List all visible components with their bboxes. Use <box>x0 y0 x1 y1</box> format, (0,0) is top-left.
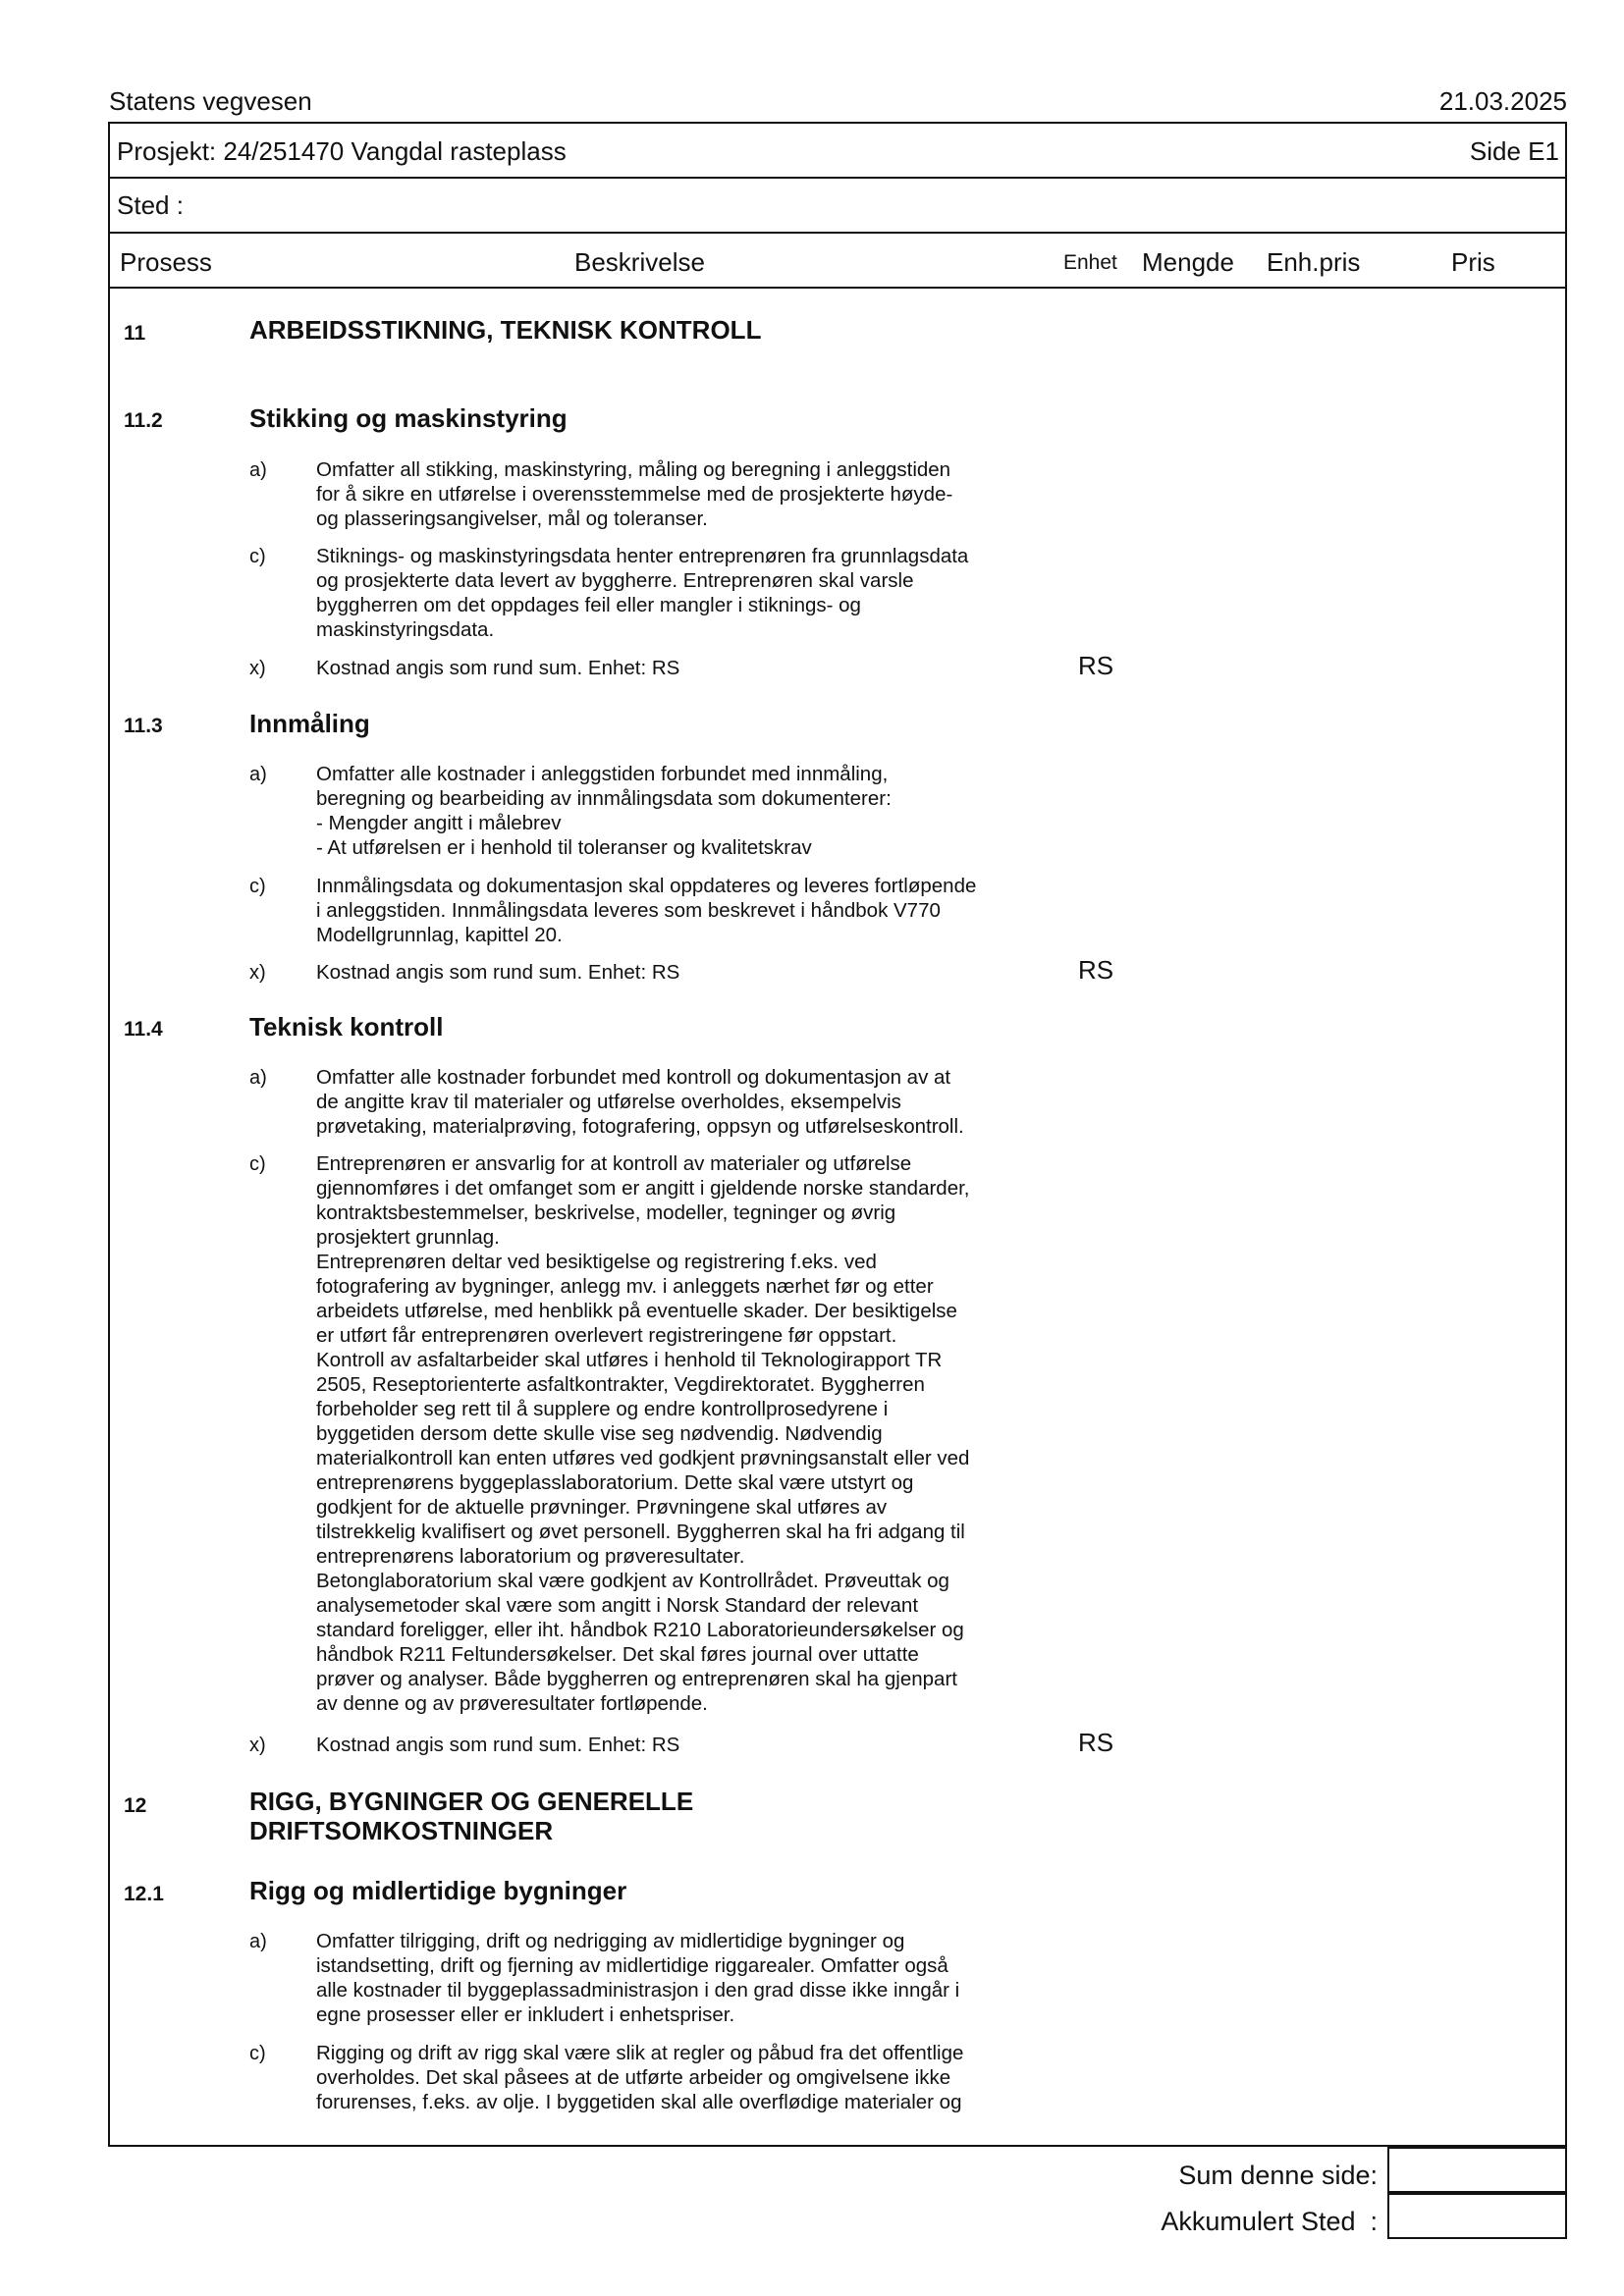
sted-label: Sted : <box>117 190 184 220</box>
process-code: 11.4 <box>124 1018 163 1041</box>
column-header-enhet: Enhet <box>1063 251 1117 274</box>
unit-value: RS <box>1078 1728 1114 1757</box>
item-letter: a) <box>249 459 267 481</box>
sum-page-field[interactable] <box>1387 2147 1567 2193</box>
process-code: 11.2 <box>124 409 163 432</box>
item-letter: c) <box>249 546 266 567</box>
section-title: Teknisk kontroll <box>249 1012 444 1041</box>
section-title: Stikking og maskinstyring <box>249 403 568 433</box>
process-code: 11.3 <box>124 715 163 737</box>
project-title: Prosjekt: 24/251470 Vangdal rasteplass <box>117 136 567 166</box>
item-letter: x) <box>249 1735 266 1756</box>
process-code: 12.1 <box>124 1883 164 1905</box>
item-letter: a) <box>249 764 267 785</box>
divider <box>108 177 1567 179</box>
column-header-mengde: Mengde <box>1142 247 1234 277</box>
unit-value: RS <box>1078 651 1114 680</box>
section-title: Rigg og midlertidige bygninger <box>249 1876 627 1905</box>
section-title: Innmåling <box>249 709 370 738</box>
item-letter: a) <box>249 1931 267 1952</box>
sum-page-label: Sum denne side: <box>1178 2161 1378 2190</box>
column-header-beskrivelse: Beskrivelse <box>574 247 705 277</box>
item-letter: c) <box>249 2043 266 2064</box>
item-letter: x) <box>249 962 266 984</box>
divider <box>108 232 1567 234</box>
item-letter: c) <box>249 876 266 897</box>
item-letter: x) <box>249 658 266 679</box>
divider <box>108 287 1567 289</box>
item-description: Omfatter tilrigging, drift og nedrigging av midlertidige bygninger og istandsetting, drift og fjerning av midlertidige riggarealer. Omfatter også alle kostnader til byggeplassadministrasjon i den grad disse ikke inngår i egne prosesser eller er inkludert i enhetspriser. <box>316 1930 960 2026</box>
section-title: RIGG, BYGNINGER OG GENERELLE DRIFTSOMKOSTNINGER <box>249 1787 694 1845</box>
item-description: Kostnad angis som rund sum. Enhet: RS <box>316 657 680 679</box>
item-description: Innmålingsdata og dokumentasjon skal oppdateres og leveres fortløpende i anleggstiden. Innmålingsdata leveres som beskrevet i håndbok V770 Modellgrunnlag, kapittel 20. <box>316 875 977 946</box>
item-letter: a) <box>249 1067 267 1089</box>
section-title: ARBEIDSSTIKNING, TEKNISK KONTROLL <box>249 315 762 345</box>
accumulated-label: Akkumulert Sted : <box>1161 2207 1378 2236</box>
organization-name: Statens vegvesen <box>109 86 312 116</box>
page-number: Side E1 <box>1469 136 1559 166</box>
unit-value: RS <box>1078 955 1114 985</box>
item-description: Omfatter alle kostnader i anleggstiden forbundet med innmåling, beregning og bearbeiding av innmålingsdata som dokumenterer: - Mengder angitt i målebrev - At utførelsen er i henhold til toleranser og kvalitetskrav <box>316 763 892 859</box>
column-header-prosess: Prosess <box>120 247 212 277</box>
item-description: Kostnad angis som rund sum. Enhet: RS <box>316 961 680 984</box>
column-header-pris: Pris <box>1451 247 1495 277</box>
item-description: Kostnad angis som rund sum. Enhet: RS <box>316 1734 680 1756</box>
accumulated-field[interactable] <box>1387 2193 1567 2239</box>
item-description: Omfatter all stikking, maskinstyring, måling og beregning i anleggstiden for å sikre en utførelse i overensstemmelse med de prosjekterte høyde- og plasseringsangivelser, mål og toleranser. <box>316 458 953 530</box>
item-description: Entreprenøren er ansvarlig for at kontroll av materialer og utførelse gjennomføres i det omfanget som er angitt i gjeldende norske standarder, kontraktsbestemmelser, beskrivelse, modeller, tegninger og øvrig prosjektert grunnlag. Entreprenøren deltar ved besiktigelse og registrering f.eks. ved fotografering av bygninger, anlegg mv. i anleggets nærhet før og etter arbeidets utførelse, med henblikk på eventuelle skader. Der besiktigelse er utført får entreprenøren overlevert registreringene før oppstart. Kontroll av asfaltarbeider skal utføres i henhold til Teknologirapport TR 2505, Reseptorienterte asfaltkontrakter, Vegdirektoratet. Byggherren forbeholder seg rett til å supplere og endre kontrollprosedyrene i byggetiden dersom dette skulle vise seg nødvendig. Nødvendig materialkontroll kan enten utføres ved godkjent prøvningsanstalt eller ved entreprenørens byggeplasslaboratorium. Dette skal være utstyrt og godkjent for de aktuelle prøvninger. Prøvningene skal utføres av tilstrekkelig kvalifisert og øvet personell. Byggherren skal ha fri adgang til entreprenørens laboratorium og prøveresultater. Betonglaboratorium skal være godkjent av Kontrollrådet. Prøveuttak og analysemetoder skal være som angitt i Norsk Standard der relevant standard foreligger, eller iht. håndbok R210 Laboratorieundersøkelser og håndbok R211 Feltundersøkelser. Det skal føres journal over uttatte prøver og analyser. Både byggherren og entreprenøren skal ha gjenpart av denne og av prøveresultater fortløpende. <box>316 1152 970 1715</box>
process-code: 12 <box>124 1794 147 1817</box>
process-code: 11 <box>124 322 146 345</box>
item-letter: c) <box>249 1153 266 1175</box>
item-description: Rigging og drift av rigg skal være slik at regler og påbud fra det offentlige overholdes. Det skal påsees at de utførte arbeider og omgivelsene ikke forurenses, f.eks. av olje. I byggetiden skal alle overflødige materialer og <box>316 2042 964 2113</box>
item-description: Stiknings- og maskinstyringsdata henter entreprenøren fra grunnlagsdata og prosjekterte data levert av byggherre. Entreprenøren skal varsle byggherren om det oppdages feil eller mangler i stiknings- og maskinstyringsdata. <box>316 545 969 641</box>
column-header-enhpris: Enh.pris <box>1267 247 1361 277</box>
item-description: Omfatter alle kostnader forbundet med kontroll og dokumentasjon av at de angitte krav til materialer og utførelse overholdes, eksempelvis prøvetaking, materialprøving, fotografering, oppsyn og utførelseskontroll. <box>316 1066 964 1138</box>
document-date: 21.03.2025 <box>1438 86 1567 116</box>
